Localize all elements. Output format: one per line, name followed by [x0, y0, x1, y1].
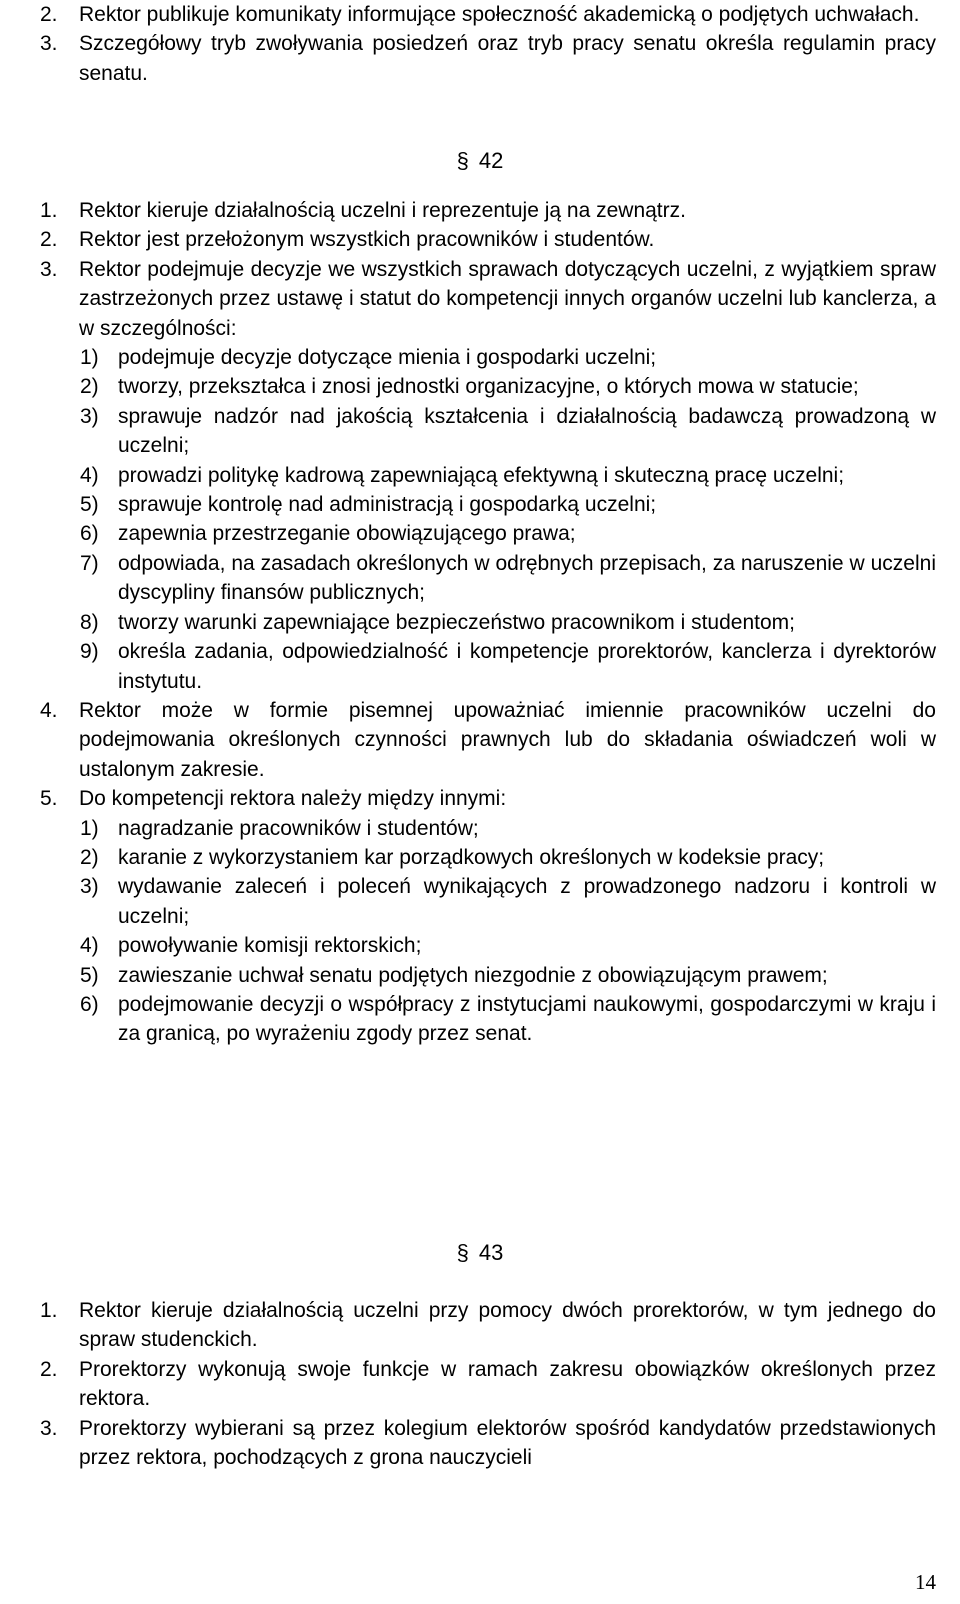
- item-number: 2.: [40, 1357, 58, 1381]
- sub-item-text: nagradzanie pracowników i studentów;: [118, 816, 479, 840]
- section-symbol: §: [456, 148, 469, 173]
- sub-list-item: [40, 931, 936, 960]
- sub-item-number: 3): [80, 404, 99, 428]
- item-number: 1.: [40, 1299, 58, 1322]
- sub-item-text: zapewnia przestrzeganie obowiązującego prawa;: [118, 522, 576, 546]
- sub-item-number: 4): [80, 934, 99, 958]
- item-text: Rektor jest przełożonym wszystkich pracowników i studentów.: [79, 228, 655, 252]
- list-item: [40, 1355, 936, 1414]
- list-item: [40, 225, 936, 254]
- list-item: [40, 1414, 936, 1473]
- sub-item-number: 6): [80, 992, 99, 1016]
- sub-item-text: sprawuje nadzór nad jakością kształcenia i działalnością badawczą prowadzoną w uczelni;: [118, 404, 936, 458]
- item-text: Rektor kieruje działalnością uczelni i reprezentuje ją na zewnątrz.: [79, 199, 686, 222]
- item-number: 2.: [40, 3, 58, 26]
- list-item: [40, 29, 936, 88]
- sub-list-item: [40, 490, 936, 519]
- item-number: 3.: [40, 1416, 58, 1440]
- section-heading-43: [0, 1238, 960, 1267]
- section-number: 43: [478, 1240, 504, 1265]
- item-number: 4.: [40, 698, 58, 722]
- sub-item-number: 1): [80, 816, 99, 840]
- sub-item-text: sprawuje kontrolę nad administracją i gospodarką uczelni;: [118, 493, 657, 517]
- sub-item-number: 9): [80, 640, 99, 664]
- sub-item-text: karanie z wykorzystaniem kar porządkowych określonych w kodeksie pracy;: [118, 845, 825, 869]
- item-text: Rektor publikuje komunikaty informujące społeczność akademicką o podjętych uchwałach.: [79, 3, 920, 26]
- item-text: Prorektorzy wykonują swoje funkcje w ramach zakresu obowiązków określonych przez rektora.: [79, 1357, 936, 1411]
- section-42-content: [40, 196, 936, 1049]
- sub-item-number: 6): [80, 522, 99, 546]
- continued-list: [40, 0, 936, 88]
- item-text: Do kompetencji rektora należy między innymi:: [79, 787, 507, 811]
- sub-list-item: [40, 961, 936, 990]
- sub-list: [40, 343, 936, 696]
- sub-item-number: 5): [80, 963, 99, 987]
- sub-item-text: tworzy, przekształca i znosi jednostki organizacyjne, o których mowa w statucie;: [118, 375, 859, 399]
- item-text: Rektor kieruje działalnością uczelni przy pomocy dwóch prorektorów, w tym jednego do spraw studenckich.: [79, 1299, 936, 1352]
- sub-item-number: 5): [80, 493, 99, 517]
- sub-item-text: podejmuje decyzje dotyczące mienia i gospodarki uczelni;: [118, 346, 657, 370]
- section-number: 42: [478, 148, 504, 173]
- sub-list-item: [40, 990, 936, 1049]
- list-item: [40, 784, 936, 813]
- sub-list-item: [40, 843, 936, 872]
- item-number: 2.: [40, 228, 58, 252]
- sub-list: [40, 814, 936, 1049]
- item-text: Prorektorzy wybierani są przez kolegium elektorów spośród kandydatów przedstawionych przez rektora, pochodzących z grona nauczycieli: [79, 1416, 936, 1470]
- sub-list-item: [40, 372, 936, 401]
- sub-item-number: 4): [80, 463, 99, 487]
- item-number: 3.: [40, 32, 58, 56]
- sub-list-item: [40, 519, 936, 548]
- section-43-content: [40, 1296, 936, 1472]
- sub-item-number: 1): [80, 346, 99, 370]
- sub-item-text: prowadzi politykę kadrową zapewniającą efektywną i skuteczną pracę uczelni;: [118, 463, 845, 487]
- sub-list-item: [40, 343, 936, 372]
- sub-item-text: tworzy warunki zapewniające bezpieczeństwo pracownikom i studentom;: [118, 610, 795, 634]
- list-item: [40, 0, 936, 29]
- list-item: [40, 196, 936, 225]
- sub-item-text: zawieszanie uchwał senatu podjętych niezgodnie z obowiązującym prawem;: [118, 963, 828, 987]
- item-number: 3.: [40, 257, 58, 281]
- sub-item-text: odpowiada, na zasadach określonych w odrębnych przepisach, za naruszenie w uczelni dyscypliny finansów publicznych;: [118, 551, 936, 605]
- sub-list-item: [40, 402, 936, 461]
- sub-list-item: [40, 872, 936, 931]
- sub-item-number: 2): [80, 375, 99, 399]
- sub-item-text: powoływanie komisji rektorskich;: [118, 934, 422, 958]
- sub-list-item: [40, 608, 936, 637]
- sub-item-text: podejmowanie decyzji o współpracy z instytucjami naukowymi, gospodarczymi w kraju i za granicą, po wyrażeniu zgody przez senat.: [118, 992, 936, 1046]
- page-number: 14: [915, 1570, 936, 1594]
- sub-list-item: [40, 549, 936, 608]
- item-number: 5.: [40, 787, 58, 811]
- list-item: [40, 255, 936, 343]
- item-number: 1.: [40, 199, 58, 222]
- item-text: Rektor podejmuje decyzje we wszystkich sprawach dotyczących uczelni, z wyjątkiem spraw zastrzeżonych przez ustawę i statut do kompetencji innych organów uczelni lub kanclerza, a w szczególności:: [79, 257, 936, 340]
- item-text: Rektor może w formie pisemnej upoważniać imiennie pracowników uczelni do podejmowania określonych czynności prawnych lub do składania oświadczeń woli w ustalonym zakresie.: [79, 698, 936, 781]
- item-text: Szczegółowy tryb zwoływania posiedzeń oraz tryb pracy senatu określa regulamin pracy senatu.: [79, 32, 936, 85]
- sub-list-item: [40, 637, 936, 696]
- sub-item-number: 7): [80, 551, 99, 575]
- sub-list-item: [40, 814, 936, 843]
- list-item: [40, 696, 936, 784]
- sub-item-text: określa zadania, odpowiedzialność i kompetencje prorektorów, kanclerza i dyrektorów instytutu.: [118, 640, 936, 693]
- list-item: [40, 1296, 936, 1355]
- section-heading-42: [0, 146, 960, 175]
- sub-item-text: wydawanie zaleceń i poleceń wynikających z prowadzonego nadzoru i kontroli w uczelni;: [118, 875, 936, 928]
- section-symbol: §: [456, 1240, 469, 1265]
- sub-list-item: [40, 461, 936, 490]
- sub-item-number: 3): [80, 875, 99, 899]
- sub-item-number: 2): [80, 845, 99, 869]
- sub-item-number: 8): [80, 610, 99, 634]
